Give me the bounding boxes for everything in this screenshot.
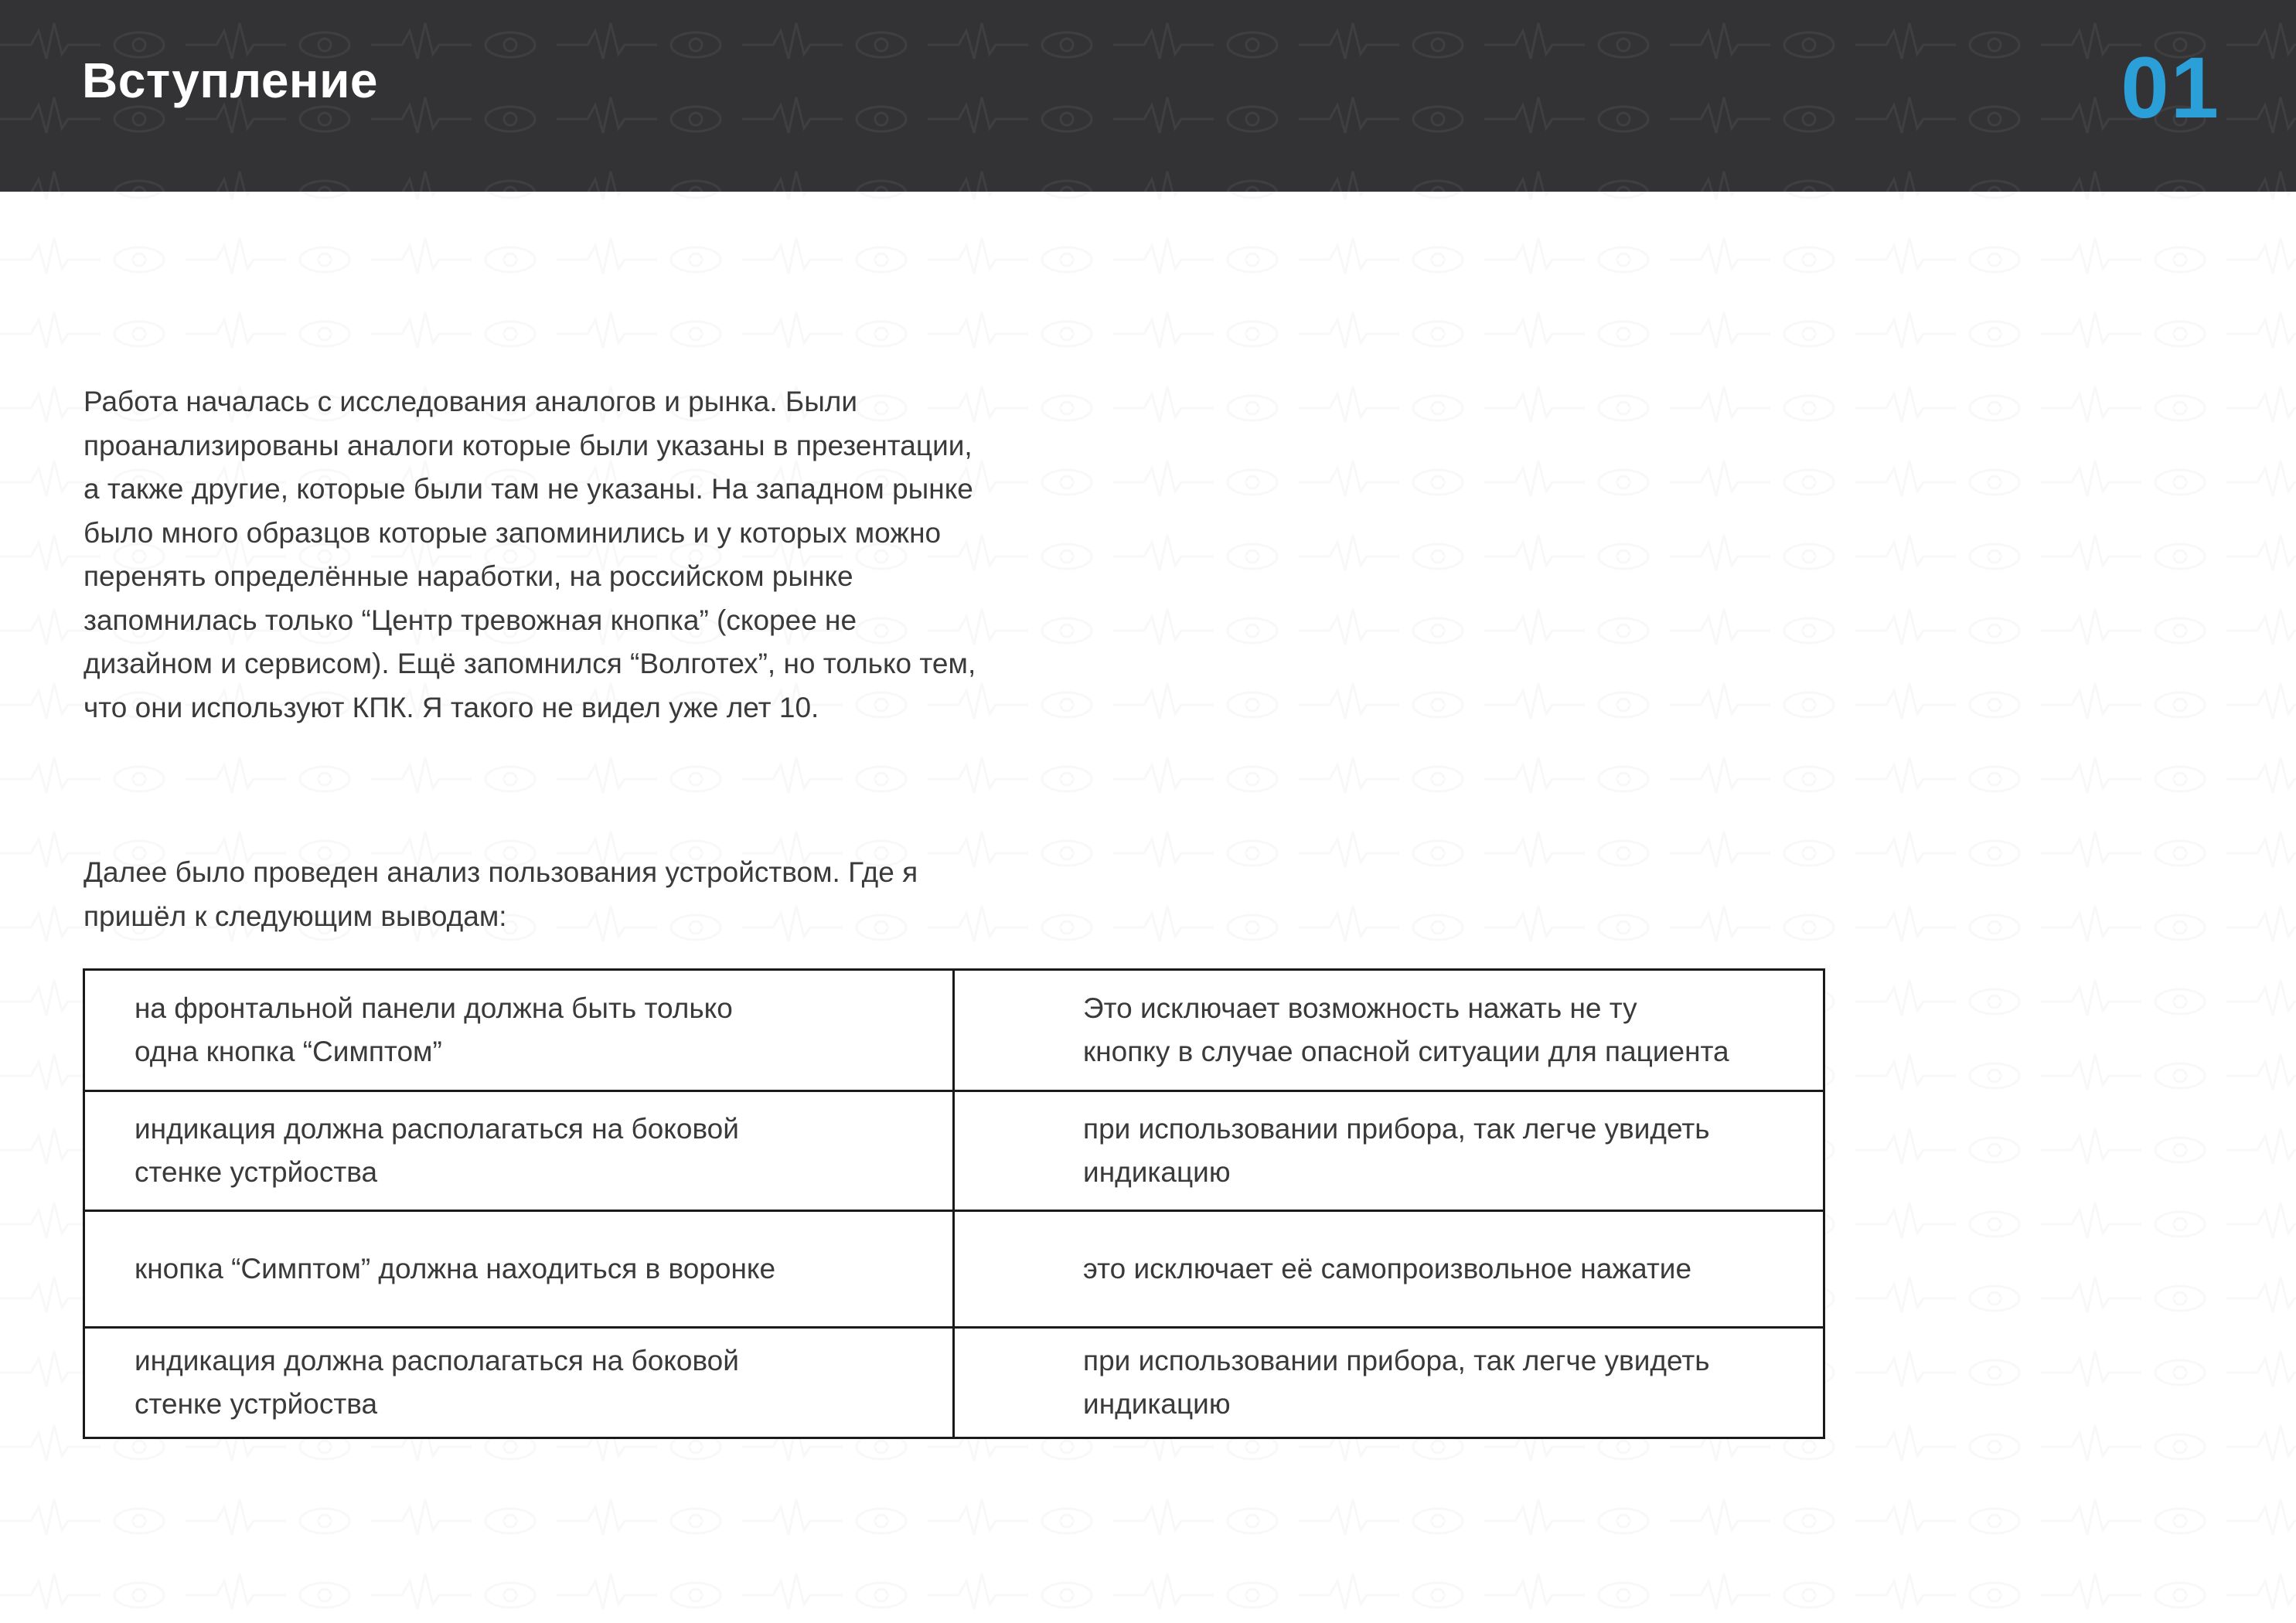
- cell-line: индикацию: [1083, 1388, 1231, 1420]
- table-row: [84, 1211, 1824, 1328]
- analysis-line: пришёл к следующим выводам:: [83, 900, 507, 932]
- table-cell-requirement: [84, 1091, 954, 1211]
- cell-line: индикация должна располагаться на боковой: [135, 1113, 739, 1145]
- analysis-line: Далее было проведен анализ пользования устройством. Где я: [83, 856, 918, 888]
- table-row: [84, 970, 1824, 1091]
- cell-line: стенке устрйоства: [135, 1388, 378, 1420]
- analysis-paragraph: [83, 851, 918, 938]
- cell-line: это исключает её самопроизвольное нажатие: [1083, 1253, 1692, 1284]
- cell-line: кнопку в случае опасной ситуации для пациента: [1083, 1036, 1729, 1067]
- intro-line: было много образцов которые запоминились и у которых можно: [83, 516, 942, 549]
- conclusions-table: [83, 968, 1825, 1439]
- cell-line: при использовании прибора, так легче увидеть: [1083, 1113, 1710, 1145]
- intro-line: запомнилась только “Центр тревожная кнопка” (скорее не: [83, 604, 857, 636]
- cell-line: на фронтальной панели должна быть только: [135, 992, 733, 1024]
- table-cell-reason: [954, 1211, 1824, 1328]
- intro-line: дизайном и сервисом). Ещё запомнился “Волготех”, но только тем,: [83, 648, 976, 679]
- cell-line: стенке устрйоства: [135, 1156, 378, 1188]
- cell-line: индикацию: [1083, 1156, 1231, 1188]
- table-cell-reason: [954, 1328, 1824, 1438]
- page-number: 01: [2121, 39, 2220, 136]
- table-row: [84, 1091, 1824, 1211]
- cell-line: при использовании прибора, так легче увидеть: [1083, 1345, 1710, 1376]
- table-cell-requirement: [84, 1328, 954, 1438]
- intro-line: что они используют КПК. Я такого не видел уже лет 10.: [83, 691, 819, 723]
- table-cell-reason: [954, 970, 1824, 1091]
- cell-line: индикация должна располагаться на боковой: [135, 1345, 739, 1376]
- cell-line: одна кнопка “Симптом”: [135, 1036, 442, 1067]
- table-cell-reason: [954, 1091, 1824, 1211]
- intro-line: Работа началась с исследования аналогов и рынка. Были: [83, 386, 858, 417]
- cell-line: Это исключает возможность нажать не ту: [1083, 992, 1637, 1024]
- intro-line: проанализированы аналоги которые были указаны в презентации,: [83, 429, 973, 461]
- intro-line: а также другие, которые были там не указаны. На западном рынке: [83, 473, 973, 505]
- cell-line: кнопка “Симптом” должна находиться в воронке: [135, 1253, 776, 1284]
- intro-line: перенять определённые наработки, на российском рынке: [83, 560, 853, 592]
- table-cell-requirement: [84, 970, 954, 1091]
- table-cell-requirement: [84, 1211, 954, 1328]
- page-title: Вступление: [82, 53, 378, 108]
- table-row: [84, 1328, 1824, 1438]
- intro-paragraph: [83, 380, 976, 730]
